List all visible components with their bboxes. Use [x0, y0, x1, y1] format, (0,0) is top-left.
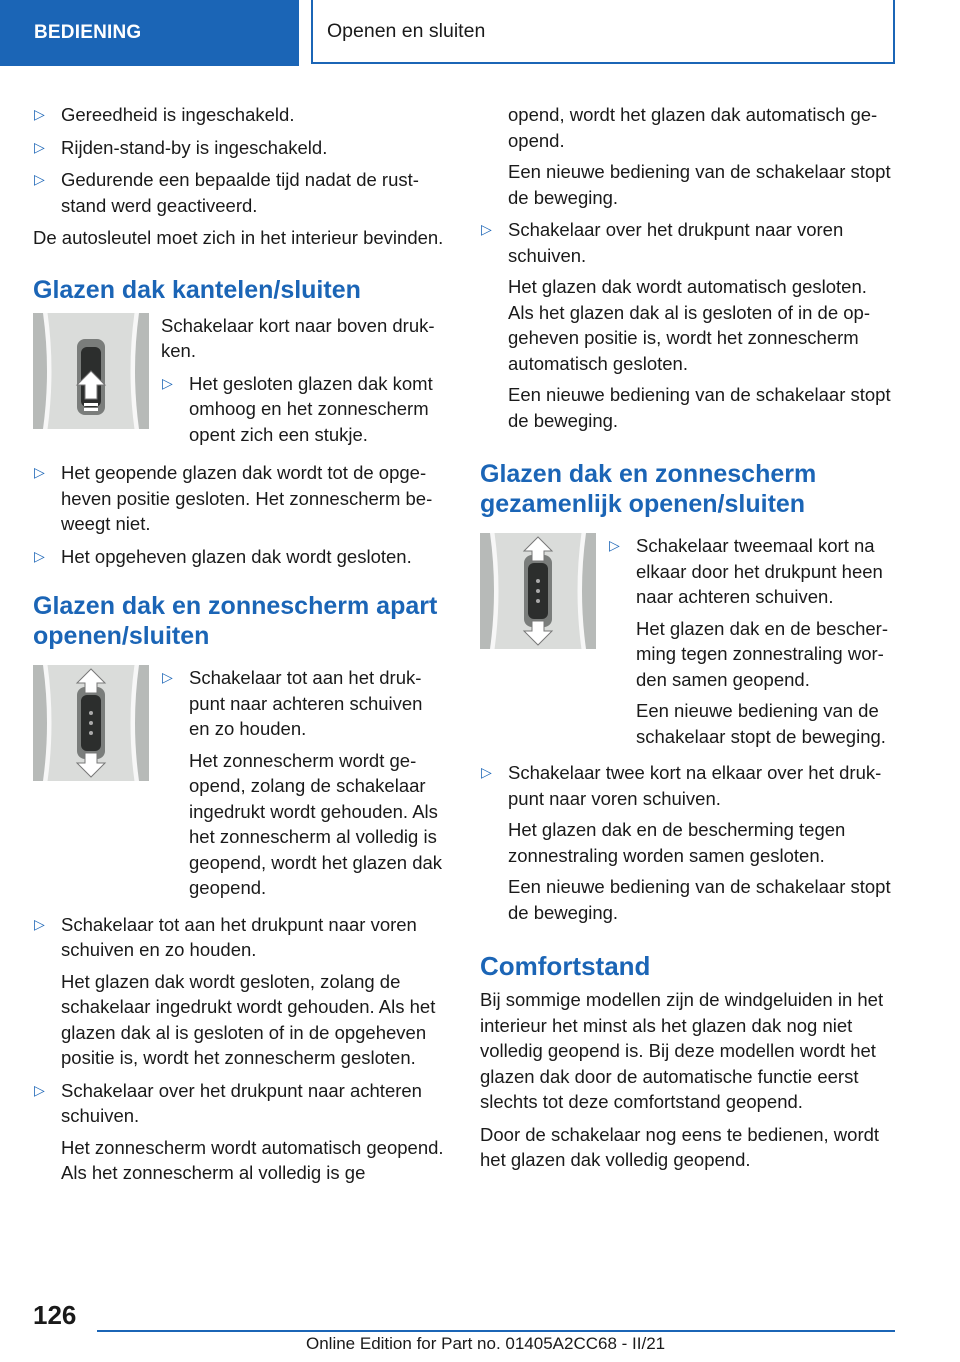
edition-text: Online Edition for Part no. 01405A2CC68 - II/21: [306, 1334, 666, 1353]
switch-up-down-icon: [480, 533, 596, 649]
section-title: BEDIENING: [34, 22, 142, 43]
bullet-item: [480, 217, 895, 433]
comfort-paragraph: Door de schakelaar nog eens te bedienen, wordt het glazen dak volledig geopend.: [480, 1123, 880, 1170]
section-heading: Glazen dak en zonnescherm gezamenlijk openen/sluiten: [480, 460, 817, 518]
bullet-detail: Het glazen dak en de bescherming tegen zonnestraling worden samen gesloten.: [508, 819, 846, 866]
section-heading: Glazen dak kantelen/sluiten: [33, 275, 361, 304]
bullet-item: [33, 912, 448, 1071]
figure-text: [161, 313, 448, 455]
bullet-triangle-icon: ▷: [34, 547, 45, 564]
bullet-item: [33, 102, 448, 128]
bullet-triangle-icon: ▷: [34, 1081, 45, 1098]
bullet-text: Het gesloten glazen dak komt omhoog en het zonnescherm opent zich een stukje.: [189, 372, 433, 445]
bullet-text: Schakelaar over het drukpunt naar achteren schuiven.: [61, 1079, 422, 1126]
switch-tilt-figure: [33, 313, 149, 429]
bullet-item: [608, 533, 895, 749]
bullet-item: [480, 760, 895, 925]
intro-note: De autosleutel moet zich in het interieur bevinden.: [33, 227, 444, 248]
page-number: 126: [33, 1300, 77, 1330]
bullet-text: Schakelaar tot aan het drukpunt naar achteren schuiven en zo houden.: [189, 667, 423, 739]
bullet-triangle-icon: ▷: [609, 537, 620, 553]
figure-row: [33, 313, 448, 455]
bullet-item: [33, 135, 448, 161]
bullet-item: [33, 544, 448, 570]
bullet-text: Gereedheid is ingeschakeld.: [61, 104, 295, 125]
bullet-detail: Het glazen dak wordt gesloten, zolang de schakelaar ingedrukt wordt gehouden. Als het glazen dak al is gesloten of in de opgeheven positie is, wordt het zonnescherm gesloten.: [61, 970, 436, 1068]
bullet-triangle-icon: ▷: [481, 221, 492, 237]
bullet-detail: Het glazen dak wordt automatisch gesloten. Als het glazen dak al is gesloten of in de opgeheven positie is, wordt het zonnescherm automatisch gesloten.: [508, 276, 871, 374]
switch-combined-figure: [480, 533, 596, 649]
figure-text: [161, 665, 448, 908]
bullet-item: [33, 167, 448, 218]
lead-text: Schakelaar kort naar boven drukken.: [161, 314, 435, 361]
section-tab: [0, 0, 299, 66]
bullet-item: [33, 1078, 448, 1186]
bullet-text: Rijden-stand-by is ingeschakeld.: [61, 136, 328, 158]
bullet-note: Een nieuwe bediening van de schakelaar stopt de beweging.: [636, 700, 886, 747]
figure-row: [480, 533, 895, 756]
bullet-note: Een nieuwe bediening van de schakelaar stopt de beweging.: [508, 384, 891, 431]
figure-row: [33, 665, 448, 908]
bullet-item: [33, 460, 448, 537]
bullet-triangle-icon: ▷: [34, 464, 45, 480]
comfort-paragraph: Bij sommige modellen zijn de windgeluiden in het interieur het minst als het glazen dak nog niet volledig geopend is. Bij deze modellen wordt het glazen dak door de automatische functie eerst slechts tot deze comfortstand geopend.: [480, 989, 884, 1112]
bullet-triangle-icon: ▷: [34, 106, 45, 122]
bullet-continuation: [480, 102, 895, 210]
bullet-triangle-icon: ▷: [34, 915, 45, 932]
bullet-text: Schakelaar tot aan het drukpunt naar voren schuiven en zo houden.: [61, 913, 417, 960]
bullet-text: Schakelaar twee kort na elkaar over het drukpunt naar voren schuiven.: [508, 762, 882, 809]
chapter-header: [311, 0, 895, 64]
section-heading: Comfortstand: [480, 951, 651, 981]
bullet-item: [161, 665, 448, 901]
bullet-detail: Het zonnescherm wordt geopend, zolang de schakelaar ingedrukt wordt gehouden. Als het zonnescherm al volledig is geopend, wordt het glazen dak geopend.: [189, 749, 443, 898]
bullet-triangle-icon: ▷: [34, 138, 45, 155]
bullet-triangle-icon: ▷: [162, 374, 173, 391]
bullet-triangle-icon: ▷: [162, 669, 173, 685]
bullet-text: Het opgeheven glazen dak wordt gesloten.: [61, 545, 412, 567]
bullet-text: Schakelaar tweemaal kort na elkaar door het drukpunt heen naar achteren schuiven.: [636, 535, 883, 607]
bullet-note: Een nieuwe bediening van de schakelaar stopt de beweging.: [508, 161, 891, 208]
bullet-detail: opend, wordt het glazen dak automatisch geopend.: [508, 104, 878, 151]
footer-divider: [97, 1330, 895, 1332]
figure-text: [608, 533, 895, 756]
bullet-triangle-icon: ▷: [481, 764, 492, 780]
chapter-title: Openen en sluiten: [327, 19, 486, 42]
switch-up-down-icon: [33, 665, 149, 781]
right-column: [480, 102, 895, 1180]
left-column: [33, 102, 448, 1193]
bullet-text: Het geopende glazen dak wordt tot de opgeheven positie gesloten. Het zonnescherm beweegt niet.: [61, 462, 433, 534]
switch-separate-figure: [33, 665, 149, 781]
bullet-text: Schakelaar over het drukpunt naar voren schuiven.: [508, 219, 844, 266]
bullet-triangle-icon: ▷: [34, 171, 45, 187]
bullet-detail: Het zonnescherm wordt automatisch geopend. Als het zonnescherm al volledig is ge: [61, 1136, 444, 1183]
bullet-detail: Het glazen dak en de bescherming tegen zonnestraling worden samen geopend.: [636, 617, 888, 690]
section-heading: Glazen dak en zonnescherm apart openen/sluiten: [33, 592, 438, 650]
bullet-text: Gedurende een bepaalde tijd nadat de ruststand werd geactiveerd.: [61, 169, 419, 216]
bullet-item: [161, 371, 448, 448]
bullet-note: Een nieuwe bediening van de schakelaar stopt de beweging.: [508, 876, 891, 923]
switch-tilt-up-icon: [33, 313, 149, 429]
